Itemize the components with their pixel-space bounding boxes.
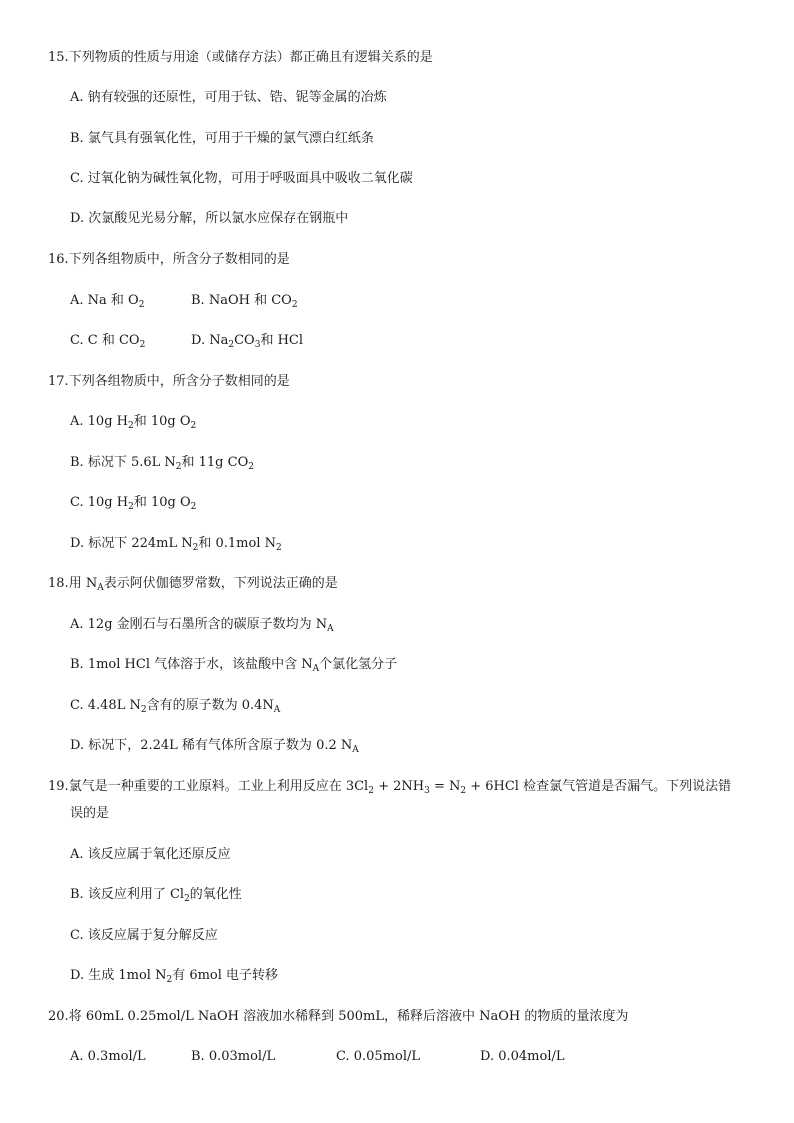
question-19-stem-continued: 误的是 bbox=[70, 806, 110, 821]
q20-option-b: B. 0.03mol/L bbox=[191, 1049, 276, 1064]
q19-option-b: B. 该反应利用了 $Cl_2$的氧化性 bbox=[70, 887, 242, 904]
question-number: 18. bbox=[48, 576, 69, 591]
question-17-stem bbox=[48, 373, 290, 391]
question-text: 将 60mL 0.25mol/L NaOH 溶液加水稀释到 500mL，稀释后溶液中 NaOH 的物质的量浓度为 bbox=[68, 1009, 629, 1024]
q15-option-b: B. 氯气具有强氧化性，可用于干燥的氯气漂白红纸条 bbox=[70, 131, 374, 146]
question-number: 19. bbox=[48, 779, 69, 794]
question-20-stem bbox=[48, 1008, 628, 1026]
q20-option-d: D. 0.04mol/L bbox=[480, 1049, 565, 1064]
question-text: 下列物质的性质与用途（或储存方法）都正确且有逻辑关系的是 bbox=[68, 50, 433, 65]
question-15-stem bbox=[48, 49, 433, 67]
question-text: 下列各组物质中，所含分子数相同的是 bbox=[68, 374, 290, 389]
question-19-stem: 19.氯气是一种重要的工业原料。工业上利用反应在 $3Cl_2 + 2NH_3 = N_2 + 6HCl$ 检查氯气管道是否漏气。下列说法错 bbox=[48, 779, 732, 796]
q16-option-b: B. NaOH 和 $CO_2$ bbox=[191, 293, 298, 310]
q18-option-b: B. 1mol HCl 气体溶于水，该盐酸中含 $N_A$个氯化氢分子 bbox=[70, 657, 398, 674]
q18-option-d: D. 标况下，2.24L 稀有气体所含原子数为 0.2 $N_A$ bbox=[70, 738, 359, 755]
q16-option-d: D. $Na_2CO_3$和 HCl bbox=[191, 333, 304, 350]
q18-option-c: C. 4.48L $N_2$含有的原子数为 $0.4N_A$ bbox=[70, 698, 281, 715]
q20-option-a: A. 0.3mol/L bbox=[70, 1049, 146, 1064]
q17-option-b: B. 标况下 5.6L $N_2$和 11g $CO_2$ bbox=[70, 455, 254, 472]
q17-option-a: A. 10g $H_2$和 10g $O_2$ bbox=[70, 414, 197, 431]
q19-option-a: A. 该反应属于氧化还原反应 bbox=[70, 847, 231, 862]
question-number: 20. bbox=[48, 1009, 69, 1024]
q15-option-d: D. 次氯酸见光易分解，所以氯水应保存在钢瓶中 bbox=[70, 211, 349, 226]
question-number: 16. bbox=[48, 252, 69, 267]
q17-option-d: D. 标况下 224mL $N_2$和 0.1mol $N_2$ bbox=[70, 536, 282, 553]
q18-option-a: A. 12g 金刚石与石墨所含的碳原子数均为 $N_A$ bbox=[70, 617, 334, 634]
q15-option-c: C. 过氧化钠为碱性氧化物，可用于呼吸面具中吸收二氧化碳 bbox=[70, 171, 413, 186]
question-text: 下列各组物质中，所含分子数相同的是 bbox=[68, 252, 290, 267]
q20-option-c: C. 0.05mol/L bbox=[336, 1049, 421, 1064]
question-number: 17. bbox=[48, 374, 69, 389]
q19-option-d: D. 生成 1mol $N_2$有 6mol 电子转移 bbox=[70, 968, 279, 985]
question-number: 15. bbox=[48, 50, 69, 65]
question-18-stem: 18.用 $N_A$表示阿伏伽德罗常数，下列说法正确的是 bbox=[48, 576, 338, 593]
question-16-stem bbox=[48, 251, 290, 269]
q16-option-c: C. C 和 $CO_2$ bbox=[70, 333, 146, 350]
q17-option-c: C. 10g $H_2$和 10g $O_2$ bbox=[70, 495, 197, 512]
q19-option-c: C. 该反应属于复分解反应 bbox=[70, 928, 218, 943]
q15-option-a: A. 钠有较强的还原性，可用于钛、锆、铌等金属的冶炼 bbox=[70, 90, 387, 105]
q16-option-a: A. Na 和 $O_2$ bbox=[70, 293, 145, 310]
